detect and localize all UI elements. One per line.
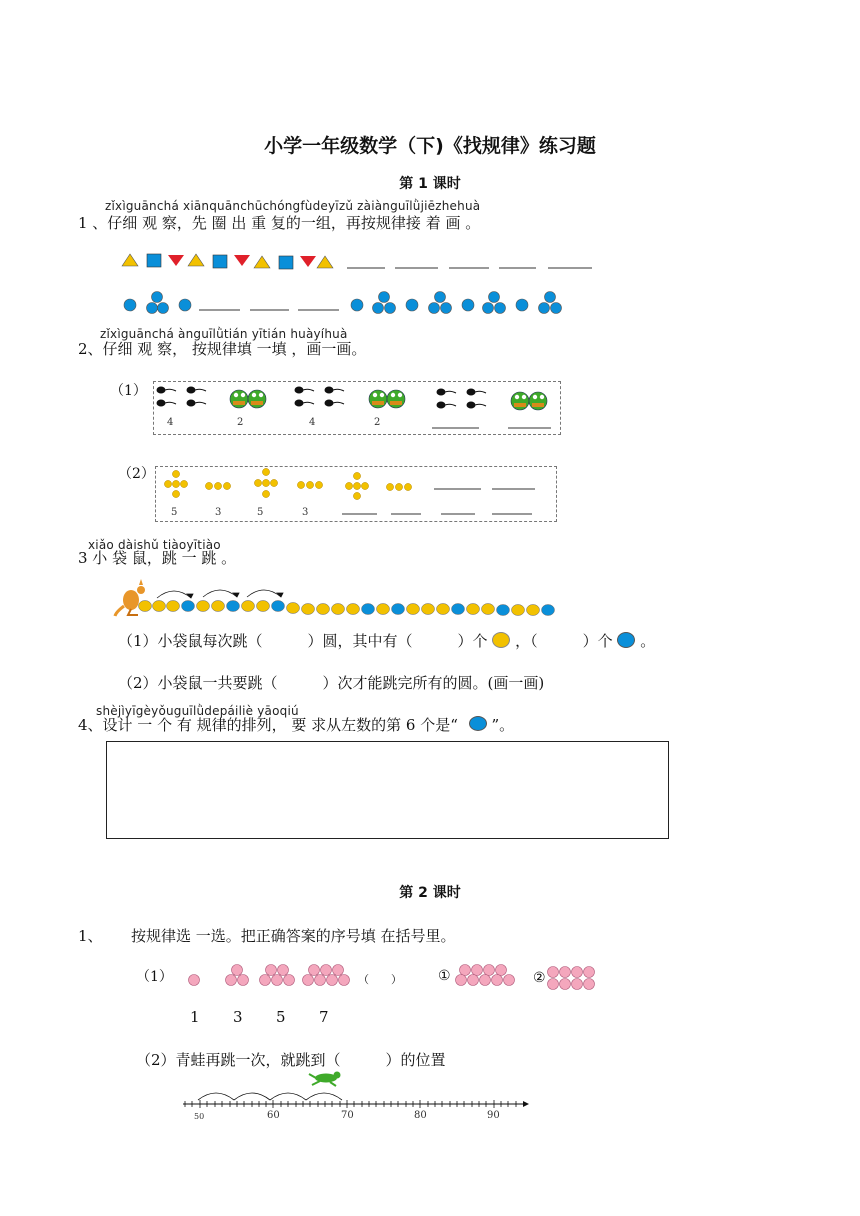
- blue-square: [279, 256, 293, 269]
- axis-label: 90: [487, 1110, 500, 1121]
- axis-arrow: [523, 1101, 529, 1107]
- row-of-three-dots: [386, 483, 411, 490]
- frog-pair: [511, 392, 547, 410]
- sequence-number: 7: [319, 1008, 329, 1026]
- q4-text-main: 4、设计 一 个 有 规律的排列， 要 求从左数的第 6 个是“: [78, 716, 458, 734]
- axis-label: 60: [267, 1110, 280, 1121]
- page-title: 小学一年级数学（下)《找规律》练习题: [264, 135, 596, 157]
- q1-shape-row: [120, 253, 600, 275]
- q3-pinyin: xiǎo dàishǔ tiàoyītiào: [88, 538, 221, 552]
- kangaroo-icon: [115, 579, 145, 616]
- q4-text-end: ”。: [491, 716, 515, 734]
- axis-label: 80: [414, 1110, 427, 1121]
- jump-arc: [198, 1093, 234, 1100]
- pink-circle-group-5: [260, 965, 295, 986]
- frog-pair: [230, 390, 266, 408]
- frog-pair: [369, 390, 405, 408]
- axis-label: 70: [341, 1110, 354, 1121]
- red-triangle-down: [234, 255, 250, 266]
- option-1-marker[interactable]: ①: [438, 968, 451, 984]
- red-triangle-down: [168, 255, 184, 266]
- lesson1-heading: 第 1 课时: [399, 176, 461, 192]
- q1-circle-row: [122, 289, 582, 319]
- circle-sequence: [139, 601, 555, 616]
- blue-square: [147, 254, 161, 267]
- blue-circle-icon: [617, 632, 635, 648]
- answer-paren[interactable]: （ ）: [358, 973, 402, 986]
- q2-text: 2、仔细 观 察， 按规律填 一填 ，画一画。: [78, 340, 367, 358]
- pink-circle-group-7: [303, 965, 350, 986]
- axis-label: 50: [194, 1112, 205, 1121]
- cross-of-five-dots: [254, 468, 277, 497]
- q2-part2-number: 5: [171, 507, 178, 518]
- row-of-three-dots: [297, 481, 322, 488]
- yellow-triangle: [254, 256, 270, 268]
- q2-part2-number: 3: [215, 507, 222, 518]
- lesson2-heading: 第 2 课时: [399, 885, 461, 901]
- blue-circle-cluster: [429, 292, 452, 314]
- jump-arc: [270, 1093, 306, 1100]
- q3-sub1-text: （1）小袋鼠每次跳（ ）圆，其中有（ ）个: [118, 632, 488, 650]
- l2-q1-part2-text: （2）青蛙再跳一次，就跳到（ ）的位置: [136, 1051, 446, 1069]
- yellow-triangle: [122, 254, 138, 266]
- q4-text: [78, 714, 514, 735]
- blue-circle: [351, 299, 363, 311]
- blue-square: [213, 255, 227, 268]
- q3-sub1-mid: ，（ ）个: [515, 632, 613, 650]
- blue-circle: [179, 299, 191, 311]
- jump-arc: [247, 590, 281, 597]
- q2-part1-number: 2: [374, 417, 381, 428]
- blue-circle: [516, 299, 528, 311]
- q3-sub1-end: 。: [640, 632, 656, 650]
- tadpole-group: [295, 387, 344, 406]
- q2-part1-number: 2: [237, 417, 244, 428]
- q2-part1-figures: [153, 381, 559, 433]
- q2-part2-number: 5: [257, 507, 264, 518]
- l2-q1-text: 按规律选 一选。把正确答案的序号填 在括号里。: [131, 927, 456, 945]
- blue-circle-cluster: [539, 292, 562, 314]
- yellow-triangle: [188, 254, 204, 266]
- q3-sub1: [118, 630, 655, 651]
- q1-pinyin: zǐxìguānchá xiānquānchūchóngfùdeyīzǔ zàiànguīlǜjiēzhehuà: [105, 199, 481, 213]
- row-of-three-dots: [205, 482, 230, 489]
- q1-text: 1 、仔细 观 察，先 圈 出 重 复的一组，再按规律接 着 画 。: [78, 214, 481, 232]
- jump-arc: [234, 1093, 270, 1100]
- yellow-triangle: [317, 256, 333, 268]
- q3-sub2: （2）小袋鼠一共要跳（ ）次才能跳完所有的圆。(画一画): [118, 674, 545, 692]
- q3-text: 3 小 袋 鼠，跳 一 跳 。: [78, 549, 237, 567]
- q2-part1-number: 4: [309, 417, 316, 428]
- jump-arc: [203, 590, 237, 597]
- option-2-circles: [548, 967, 595, 990]
- q2-pinyin: zǐxìguānchá ànguīlǜtián yītián huàyíhuà: [100, 327, 348, 341]
- option-1-circles: [456, 965, 515, 986]
- cross-of-five-dots: [164, 470, 187, 497]
- pink-circle: [189, 975, 200, 986]
- l2-q1-number: 1、: [78, 927, 103, 945]
- jump-arc: [157, 591, 191, 598]
- blue-circle-cluster: [483, 292, 506, 314]
- jump-arc: [306, 1093, 342, 1100]
- q2-part2-number: 3: [302, 507, 309, 518]
- q4-answer-box[interactable]: [106, 741, 669, 839]
- red-triangle-down: [300, 256, 316, 267]
- sequence-number: 1: [190, 1008, 200, 1026]
- frog-icon: [309, 1072, 341, 1087]
- kangaroo-circle-row: [115, 580, 565, 620]
- number-line: [180, 1068, 540, 1118]
- q2-part1-number: 4: [167, 417, 174, 428]
- blue-circle-icon: [469, 716, 487, 731]
- q4-pinyin: shèjìyīgèyǒuguīlǜdepáiliè yāoqiú: [96, 704, 299, 718]
- sequence-number: 3: [233, 1008, 243, 1026]
- blue-circle: [462, 299, 474, 311]
- cross-of-five-dots: [345, 472, 368, 499]
- sequence-number: 5: [276, 1008, 286, 1026]
- option-2-marker[interactable]: ②: [533, 970, 546, 986]
- pink-circle-group-3: [226, 965, 249, 986]
- l2-q1-part1-label: （1）: [136, 969, 173, 985]
- blue-circle-cluster: [373, 292, 396, 314]
- yellow-circle-icon: [492, 632, 510, 648]
- blue-circle: [406, 299, 418, 311]
- blue-circle: [124, 299, 136, 311]
- q2-part1-label: （1）: [110, 383, 147, 399]
- q2-part2-label: （2）: [118, 466, 155, 482]
- tadpole-group: [157, 387, 206, 406]
- blue-circle-cluster: [147, 292, 169, 314]
- tadpole-group: [437, 389, 486, 408]
